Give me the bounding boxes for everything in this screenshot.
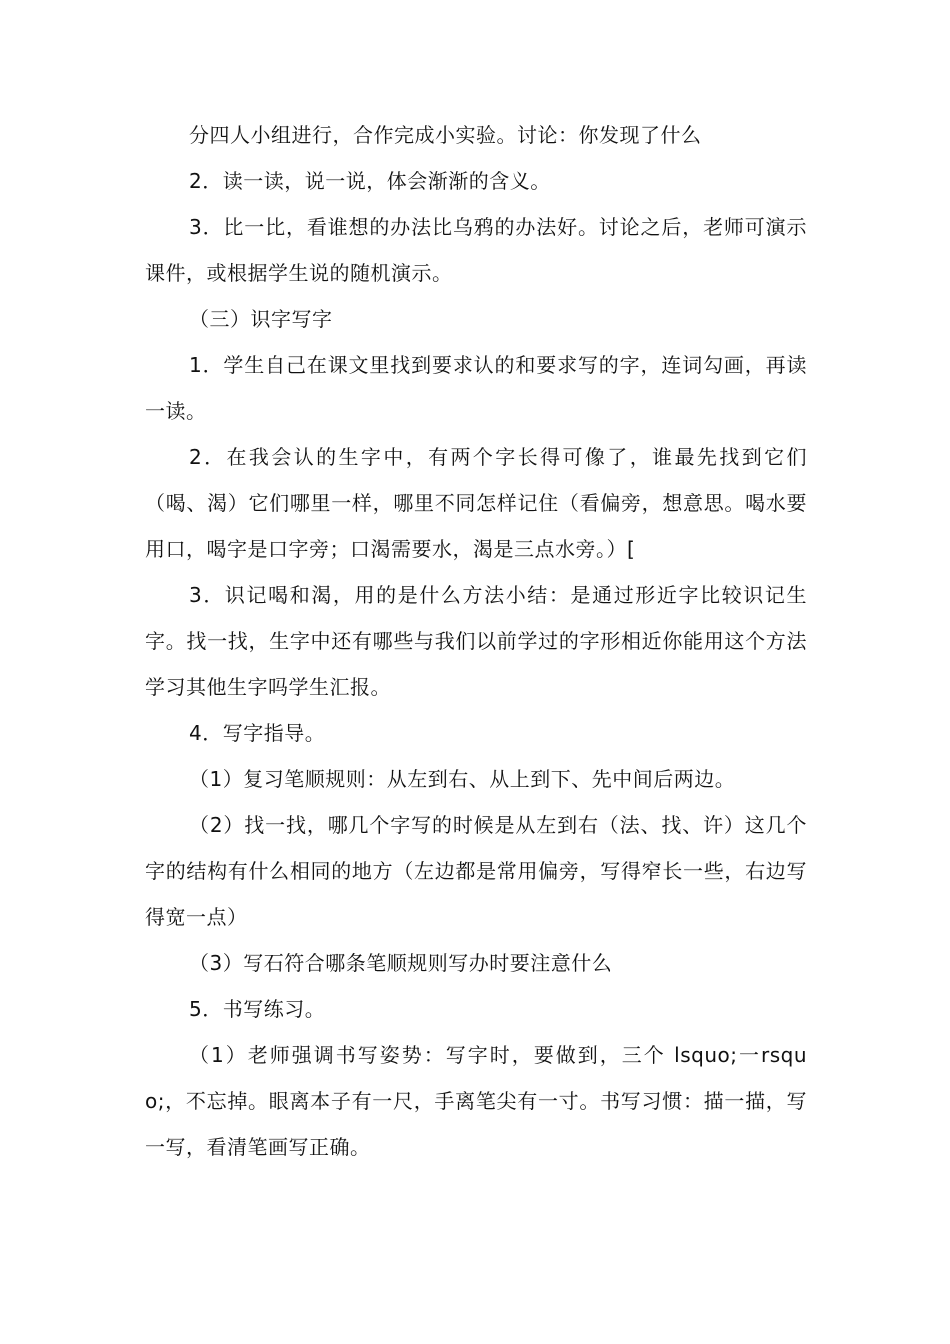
paragraph-summary: 3．识记喝和渴，用的是什么方法小结：是通过形近字比较识记生字。找一找，生字中还有哪些与我们以前学过的字形相近你能用这个方法学习其他生字吗学生汇报。	[145, 583, 807, 699]
paragraph-left-right: （2）找一找，哪几个字写的时候是从左到右（法、找、许）这几个字的结构有什么相同的地方（左边都是常用偏旁，写得窄长一些，右边写得宽一点）	[145, 813, 807, 929]
paragraph-writing-guidance: 4．写字指导。	[189, 721, 326, 745]
paragraph-stroke-rules: （1）复习笔顺规则：从左到右、从上到下、先中间后两边。	[189, 767, 736, 791]
paragraph-find-characters: 1．学生自己在课文里找到要求认的和要求写的字，连词勾画，再读一读。	[145, 353, 807, 423]
paragraph-compare: 3．比一比，看谁想的办法比乌鸦的办法好。讨论之后，老师可演示课件，或根据学生说的随机演示。	[145, 215, 807, 285]
paragraph-experiment: 分四人小组进行，合作完成小实验。讨论：你发现了什么	[189, 123, 702, 147]
paragraph-stroke-order-question: （3）写石符合哪条笔顺规则写办时要注意什么	[189, 951, 613, 975]
paragraph-he-ke: 2．在我会认的生字中，有两个字长得可像了，谁最先找到它们（喝、渴）它们哪里一样，哪里不同怎样记住（看偏旁，想意思。喝水要用口，喝字是口字旁；口渴需要水，渴是三点水旁。）[	[145, 445, 807, 561]
section-heading-literacy: （三）识字写字	[189, 307, 333, 331]
paragraph-practice: 5．书写练习。	[189, 997, 326, 1021]
paragraph-read-say: 2．读一读，说一说，体会渐渐的含义。	[189, 169, 551, 193]
document-body	[145, 112, 807, 1170]
paragraph-posture: （1）老师强调书写姿势：写字时，要做到，三个 lsquo;一rsquo;，不忘掉。眼离本子有一尺，手离笔尖有一寸。书写习惯：描一描，写一写，看清笔画写正确。	[145, 1043, 807, 1159]
